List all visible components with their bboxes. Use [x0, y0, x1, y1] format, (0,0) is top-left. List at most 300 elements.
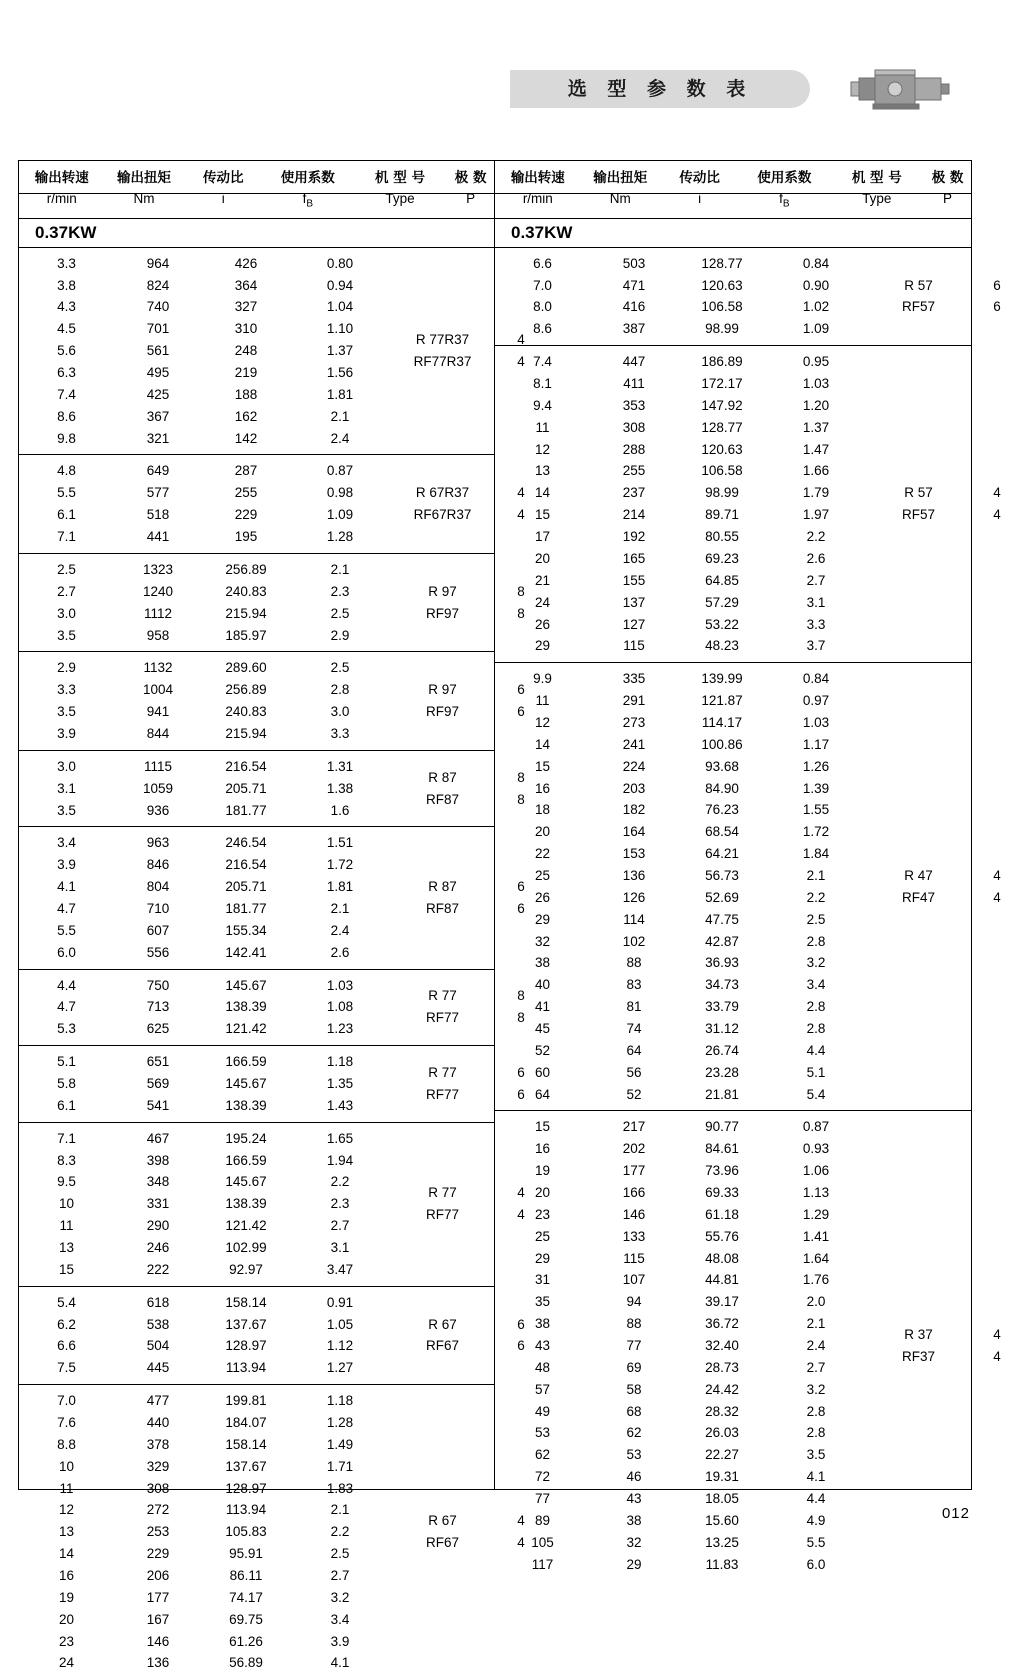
- table-cell-speed: 105: [531, 1534, 554, 1550]
- table-cell-speed: 14: [534, 485, 551, 501]
- model-type-label: R 77: [428, 988, 457, 1004]
- table-cell-torque: 288: [622, 441, 646, 457]
- table-cell-ratio: 181.77: [225, 802, 267, 818]
- table-cell-speed: 8.6: [57, 408, 76, 424]
- table-row: [495, 1291, 866, 1313]
- table-cell-speed: 16: [58, 1568, 75, 1584]
- table-cell-service-factor: 1.28: [326, 529, 354, 545]
- table-cell-service-factor: 0.87: [802, 1119, 830, 1135]
- table-cell-torque: 941: [146, 704, 170, 720]
- pole-count-label: 4: [517, 485, 525, 501]
- column-header-cn-1: 输出扭矩: [593, 170, 648, 186]
- table-row: [495, 1182, 866, 1204]
- table-cell-ratio: 137.67: [225, 1458, 267, 1474]
- table-cell-speed: 29: [534, 911, 551, 927]
- table-cell-ratio: 121.42: [225, 1218, 267, 1234]
- table-cell-torque: 963: [146, 835, 170, 851]
- column-unit-4: Type: [862, 190, 892, 206]
- table-cell-ratio: 15.60: [705, 1512, 739, 1528]
- table-row: [19, 1095, 390, 1117]
- table-cell-service-factor: 2.3: [330, 1196, 350, 1212]
- table-row: [495, 482, 866, 504]
- model-type-cell: [390, 1182, 495, 1226]
- table-cell-speed: 11: [59, 1218, 74, 1234]
- table-cell-speed: 3.9: [57, 857, 76, 873]
- table-cell-speed: 45: [534, 1020, 551, 1036]
- table-cell-speed: 4.1: [57, 879, 76, 895]
- table-cell-speed: 3.5: [57, 704, 76, 720]
- table-cell-torque: 222: [146, 1261, 170, 1277]
- table-row: [495, 275, 866, 297]
- model-type-label: RF77R37: [413, 354, 472, 370]
- table-cell-service-factor: 1.49: [326, 1436, 354, 1452]
- table-cell-torque: 88: [626, 1316, 642, 1332]
- table-row: [19, 318, 390, 340]
- table-cell-service-factor: 3.4: [330, 1611, 350, 1627]
- pole-count-label: 6: [517, 900, 525, 916]
- table-cell-service-factor: 0.97: [802, 693, 830, 709]
- model-type-label: R 77: [428, 1065, 457, 1081]
- table-cell-ratio: 121.87: [701, 693, 743, 709]
- table-cell-service-factor: 1.13: [802, 1184, 830, 1200]
- table-cell-ratio: 255: [234, 485, 258, 501]
- table-cell-ratio: 69.33: [705, 1184, 739, 1200]
- table-cell-torque: 81: [626, 999, 642, 1015]
- table-row: [19, 679, 390, 701]
- table-cell-ratio: 128.77: [701, 419, 743, 435]
- table-cell-speed: 3.5: [57, 802, 76, 818]
- spec-group: [19, 1046, 525, 1123]
- table-cell-torque: 246: [146, 1239, 170, 1255]
- table-cell-service-factor: 2.7: [806, 572, 826, 588]
- spec-group: [495, 663, 1001, 1111]
- table-cell-torque: 146: [146, 1633, 170, 1649]
- table-cell-torque: 29: [626, 1556, 642, 1572]
- table-cell-speed: 11: [535, 419, 550, 435]
- table-header-right: [495, 161, 971, 219]
- table-cell-speed: 13: [58, 1524, 75, 1540]
- table-cell-ratio: 121.42: [225, 1021, 267, 1037]
- table-cell-speed: 35: [534, 1294, 551, 1310]
- table-cell-service-factor: 1.29: [802, 1206, 830, 1222]
- table-row: [19, 723, 390, 745]
- table-cell-speed: 17: [534, 529, 551, 545]
- table-cell-speed: 8.6: [533, 321, 552, 337]
- column-header-cn-4: 机 型 号: [851, 170, 902, 186]
- table-cell-torque: 46: [626, 1469, 642, 1485]
- table-cell-ratio: 138.39: [225, 999, 267, 1015]
- table-cell-torque: 958: [146, 627, 170, 643]
- pole-count-cell: [971, 1324, 1023, 1368]
- table-row: [19, 1292, 390, 1314]
- model-type-label: R 67: [428, 1316, 457, 1332]
- table-cell-speed: 3.5: [57, 627, 76, 643]
- table-cell-service-factor: 1.84: [802, 846, 830, 862]
- table-cell-service-factor: 1.35: [326, 1075, 354, 1091]
- table-cell-service-factor: 1.06: [802, 1163, 830, 1179]
- table-cell-ratio: 364: [234, 277, 258, 293]
- pole-count-label: 4: [993, 1327, 1001, 1343]
- pole-count-label: 4: [517, 1513, 525, 1529]
- table-cell-ratio: 44.81: [705, 1272, 739, 1288]
- table-cell-torque: 710: [146, 900, 170, 916]
- table-cell-ratio: 36.72: [705, 1316, 739, 1332]
- table-row: [495, 635, 866, 657]
- table-row: [19, 920, 390, 942]
- table-row: [19, 1412, 390, 1434]
- table-row: [495, 887, 866, 909]
- table-row: [495, 996, 866, 1018]
- pole-count-label: 6: [517, 1086, 525, 1102]
- table-cell-torque: 155: [622, 572, 646, 588]
- table-cell-ratio: 147.92: [701, 397, 743, 413]
- table-cell-ratio: 61.18: [705, 1206, 739, 1222]
- table-row: [495, 1488, 866, 1510]
- table-cell-torque: 329: [146, 1458, 170, 1474]
- table-row: [495, 1532, 866, 1554]
- table-row: [19, 1499, 390, 1521]
- table-cell-service-factor: 2.4: [330, 430, 350, 446]
- table-cell-service-factor: 2.1: [806, 867, 826, 883]
- table-row: [19, 756, 390, 778]
- table-cell-speed: 29: [534, 638, 551, 654]
- table-cell-speed: 43: [534, 1338, 551, 1353]
- table-cell-speed: 3.0: [57, 605, 76, 621]
- table-cell-torque: 1004: [142, 682, 174, 698]
- table-cell-speed: 24: [534, 594, 551, 610]
- table-row: [495, 1138, 866, 1160]
- table-cell-ratio: 113.94: [225, 1360, 267, 1376]
- table-cell-ratio: 142.41: [225, 944, 267, 960]
- table-cell-torque: 229: [146, 1546, 170, 1562]
- table-cell-speed: 8.3: [57, 1152, 76, 1168]
- table-row: [19, 1128, 390, 1150]
- table-row: [19, 603, 390, 625]
- model-type-cell: [390, 1314, 495, 1358]
- table-cell-service-factor: 0.87: [326, 463, 354, 479]
- table-row: [495, 526, 866, 548]
- table-row: [19, 581, 390, 603]
- pole-count-label: 4: [993, 867, 1001, 883]
- table-cell-torque: 102: [622, 933, 646, 949]
- table-row: [495, 1313, 866, 1335]
- table-row: [495, 865, 866, 887]
- table-row: [495, 504, 866, 526]
- model-type-label: R 77: [428, 1185, 457, 1201]
- table-cell-ratio: 26.74: [705, 1042, 739, 1058]
- table-cell-torque: 166: [622, 1184, 646, 1200]
- column-header-cn-5: 极 数: [931, 170, 964, 186]
- table-row: [495, 668, 866, 690]
- table-row: [495, 296, 866, 318]
- table-cell-service-factor: 4.4: [806, 1491, 826, 1507]
- pole-count-label: 4: [993, 485, 1001, 501]
- table-cell-speed: 6.1: [57, 1097, 76, 1113]
- table-cell-ratio: 120.63: [701, 441, 743, 457]
- table-cell-service-factor: 0.98: [326, 485, 354, 501]
- table-cell-ratio: 32.40: [705, 1338, 739, 1353]
- table-row: [19, 876, 390, 898]
- table-cell-speed: 16: [534, 1141, 551, 1157]
- table-row: [19, 1051, 390, 1073]
- table-row: [19, 800, 390, 822]
- table-row: [19, 1314, 390, 1336]
- table-row: [19, 898, 390, 920]
- table-cell-torque: 115: [623, 638, 645, 654]
- model-type-label: R 97: [428, 583, 457, 599]
- table-cell-torque: 440: [146, 1415, 170, 1430]
- table-row: [19, 1478, 390, 1500]
- table-cell-torque: 353: [622, 397, 646, 413]
- column-header-cn-4: 机 型 号: [375, 170, 425, 186]
- table-cell-ratio: 22.27: [705, 1447, 739, 1463]
- table-cell-service-factor: 0.84: [802, 671, 830, 687]
- table-cell-torque: 291: [622, 693, 646, 709]
- table-cell-speed: 7.5: [57, 1360, 76, 1376]
- table-cell-service-factor: 2.5: [330, 605, 350, 621]
- column-header-cn-3: 使用系数: [757, 170, 812, 186]
- pole-count-label: 6: [517, 1338, 525, 1354]
- table-cell-service-factor: 1.05: [326, 1316, 354, 1332]
- table-cell-speed: 19: [534, 1163, 551, 1179]
- table-row: [19, 657, 390, 679]
- table-cell-torque: 649: [146, 463, 170, 479]
- table-cell-speed: 38: [534, 1316, 551, 1332]
- table-cell-speed: 9.5: [57, 1174, 76, 1190]
- table-cell-service-factor: 2.2: [806, 889, 826, 905]
- model-type-label: R 97: [428, 682, 457, 698]
- model-type-cell: [390, 482, 495, 526]
- model-type-cell: [390, 581, 495, 625]
- table-cell-speed: 6.2: [57, 1316, 76, 1332]
- table-cell-ratio: 19.31: [705, 1469, 739, 1485]
- table-row: [495, 1379, 866, 1401]
- table-cell-torque: 1323: [142, 561, 174, 577]
- table-cell-speed: 21: [534, 572, 551, 588]
- pole-count-label: 4: [993, 1348, 1001, 1364]
- table-row: [495, 931, 866, 953]
- table-cell-service-factor: 1.08: [326, 999, 354, 1015]
- table-cell-ratio: 47.75: [705, 911, 739, 927]
- table-cell-speed: 26: [534, 889, 551, 905]
- table-row: [495, 1269, 866, 1291]
- table-row: [19, 1565, 390, 1587]
- table-cell-ratio: 57.29: [705, 594, 739, 610]
- spec-group: [495, 248, 1001, 346]
- table-cell-torque: 367: [146, 408, 170, 424]
- table-cell-speed: 12: [58, 1502, 75, 1518]
- table-row: [495, 417, 866, 439]
- pole-count-label: 4: [517, 1185, 525, 1201]
- table-cell-speed: 18: [534, 802, 551, 818]
- table-cell-service-factor: 1.18: [326, 1393, 354, 1409]
- table-row: [19, 1587, 390, 1609]
- table-row: [495, 253, 866, 275]
- table-cell-speed: 8.0: [533, 299, 552, 315]
- table-row: [19, 1215, 390, 1237]
- table-cell-service-factor: 1.83: [326, 1480, 354, 1496]
- table-cell-ratio: 162: [234, 408, 258, 424]
- table-cell-torque: 740: [146, 299, 170, 315]
- table-cell-service-factor: 1.41: [802, 1228, 830, 1244]
- model-type-cell: [390, 1062, 495, 1106]
- table-cell-service-factor: 2.8: [806, 1425, 826, 1441]
- table-row: [19, 1237, 390, 1259]
- table-row: [495, 778, 866, 800]
- table-cell-torque: 618: [146, 1294, 170, 1310]
- table-cell-torque: 273: [622, 714, 646, 730]
- table-cell-service-factor: 3.0: [330, 704, 350, 720]
- table-cell-ratio: 195.24: [225, 1130, 267, 1146]
- table-cell-torque: 607: [146, 922, 170, 938]
- model-type-label: RF67R37: [413, 507, 472, 523]
- table-row: [495, 1018, 866, 1040]
- section-title: 选 型 参 数 表: [567, 78, 753, 100]
- table-cell-speed: 117: [531, 1556, 554, 1572]
- table-cell-speed: 4.8: [57, 463, 76, 479]
- model-type-label: R 57: [904, 277, 933, 293]
- table-row: [495, 974, 866, 996]
- table-cell-speed: 38: [534, 955, 551, 971]
- table-cell-service-factor: 5.5: [806, 1534, 826, 1550]
- table-row: [495, 799, 866, 821]
- table-cell-service-factor: 1.09: [326, 507, 354, 523]
- column-header-cn-5: 极 数: [454, 170, 487, 186]
- table-cell-speed: 62: [534, 1447, 551, 1463]
- table-row: [495, 614, 866, 636]
- table-cell-service-factor: 1.65: [326, 1130, 354, 1146]
- table-cell-service-factor: 2.1: [806, 1316, 826, 1332]
- table-cell-ratio: 34.73: [705, 977, 739, 993]
- table-cell-service-factor: 2.6: [806, 550, 826, 566]
- table-cell-service-factor: 2.5: [330, 1546, 350, 1562]
- model-type-label: RF97: [425, 605, 459, 621]
- table-row: [495, 1040, 866, 1062]
- model-type-label: RF57: [901, 299, 935, 315]
- column-header-cn-0: 输出转速: [34, 170, 89, 186]
- power-rating-label-right: 0.37KW: [495, 219, 971, 248]
- table-cell-speed: 9.9: [533, 671, 552, 687]
- table-cell-torque: 538: [146, 1316, 170, 1332]
- table-cell-torque: 83: [626, 977, 642, 993]
- table-cell-ratio: 73.96: [705, 1163, 739, 1179]
- model-type-label: RF77: [425, 1010, 459, 1026]
- table-cell-torque: 224: [622, 758, 646, 774]
- model-type-label: RF97: [425, 704, 459, 720]
- table-cell-torque: 1112: [143, 605, 173, 621]
- table-cell-ratio: 89.71: [705, 507, 739, 523]
- table-cell-ratio: 195: [234, 529, 258, 545]
- table-row: [19, 701, 390, 723]
- table-cell-speed: 15: [534, 1119, 551, 1135]
- table-row: [19, 482, 390, 504]
- table-cell-speed: 49: [534, 1403, 551, 1419]
- pole-count-label: 4: [993, 889, 1001, 905]
- table-cell-torque: 425: [146, 386, 170, 402]
- table-cell-ratio: 31.12: [705, 1020, 739, 1036]
- table-cell-speed: 89: [534, 1512, 551, 1528]
- table-cell-ratio: 246.54: [225, 835, 267, 851]
- table-cell-ratio: 137.67: [225, 1316, 267, 1332]
- table-cell-speed: 10: [58, 1196, 75, 1212]
- table-cell-service-factor: 2.2: [330, 1524, 350, 1540]
- table-cell-ratio: 84.61: [705, 1141, 739, 1157]
- table-cell-service-factor: 4.1: [330, 1655, 350, 1671]
- table-row: [19, 1631, 390, 1653]
- column-header-cn-0: 输出转速: [510, 170, 565, 186]
- table-row: [19, 1357, 390, 1379]
- model-type-label: RF77: [425, 1086, 459, 1102]
- table-cell-speed: 8.8: [57, 1436, 76, 1452]
- column-header-cn-1: 输出扭矩: [117, 170, 172, 186]
- spec-group: [495, 346, 1001, 663]
- table-row: [495, 1466, 866, 1488]
- table-row: [495, 821, 866, 843]
- table-cell-ratio: 80.55: [705, 529, 739, 545]
- table-cell-service-factor: 2.9: [330, 627, 350, 643]
- table-cell-service-factor: 1.97: [802, 507, 830, 523]
- column-unit-2: i: [221, 190, 225, 206]
- table-cell-speed: 20: [534, 1184, 551, 1200]
- table-cell-torque: 964: [146, 255, 170, 271]
- table-cell-ratio: 52.69: [705, 889, 739, 905]
- table-cell-torque: 114: [623, 911, 645, 927]
- model-type-label: R 37: [904, 1327, 933, 1343]
- table-cell-speed: 60: [534, 1064, 551, 1080]
- table-cell-torque: 126: [622, 889, 646, 905]
- table-cell-torque: 471: [622, 277, 646, 293]
- table-cell-torque: 577: [146, 485, 170, 501]
- table-cell-torque: 62: [626, 1425, 642, 1441]
- table-cell-speed: 12: [534, 714, 551, 730]
- table-cell-torque: 241: [622, 736, 646, 752]
- table-cell-service-factor: 1.76: [802, 1272, 830, 1288]
- table-cell-torque: 308: [622, 419, 646, 435]
- table-row: [19, 1335, 390, 1357]
- table-cell-speed: 4.4: [57, 977, 76, 993]
- table-cell-torque: 253: [146, 1524, 170, 1540]
- table-cell-torque: 88: [626, 955, 642, 971]
- table-cell-torque: 202: [622, 1141, 646, 1157]
- table-cell-torque: 177: [622, 1163, 646, 1179]
- table-row: [495, 690, 866, 712]
- table-cell-torque: 495: [146, 365, 170, 381]
- table-cell-speed: 4.7: [57, 999, 76, 1015]
- table-cell-speed: 3.3: [57, 255, 76, 271]
- table-cell-ratio: 74.17: [229, 1589, 263, 1605]
- table-cell-ratio: 48.23: [705, 638, 739, 654]
- table-cell-ratio: 39.17: [705, 1294, 739, 1310]
- table-row: [19, 559, 390, 581]
- model-type-label: RF67: [425, 1535, 459, 1551]
- table-cell-speed: 23: [58, 1633, 75, 1649]
- table-row: [495, 1554, 866, 1576]
- table-cell-speed: 6.0: [57, 944, 76, 960]
- table-row: [495, 439, 866, 461]
- pole-count-label: 4: [517, 354, 525, 370]
- page-number: 012: [941, 1505, 970, 1522]
- table-cell-torque: 255: [622, 463, 646, 479]
- table-cell-ratio: 186.89: [701, 354, 743, 370]
- table-row: [495, 548, 866, 570]
- table-cell-ratio: 21.81: [705, 1086, 739, 1102]
- table-cell-ratio: 56.89: [229, 1655, 263, 1671]
- table-cell-speed: 14: [534, 736, 551, 752]
- table-cell-torque: 52: [626, 1086, 642, 1102]
- table-cell-ratio: 28.32: [705, 1403, 739, 1419]
- table-cell-torque: 32: [626, 1534, 642, 1550]
- table-cell-ratio: 128.97: [225, 1338, 267, 1354]
